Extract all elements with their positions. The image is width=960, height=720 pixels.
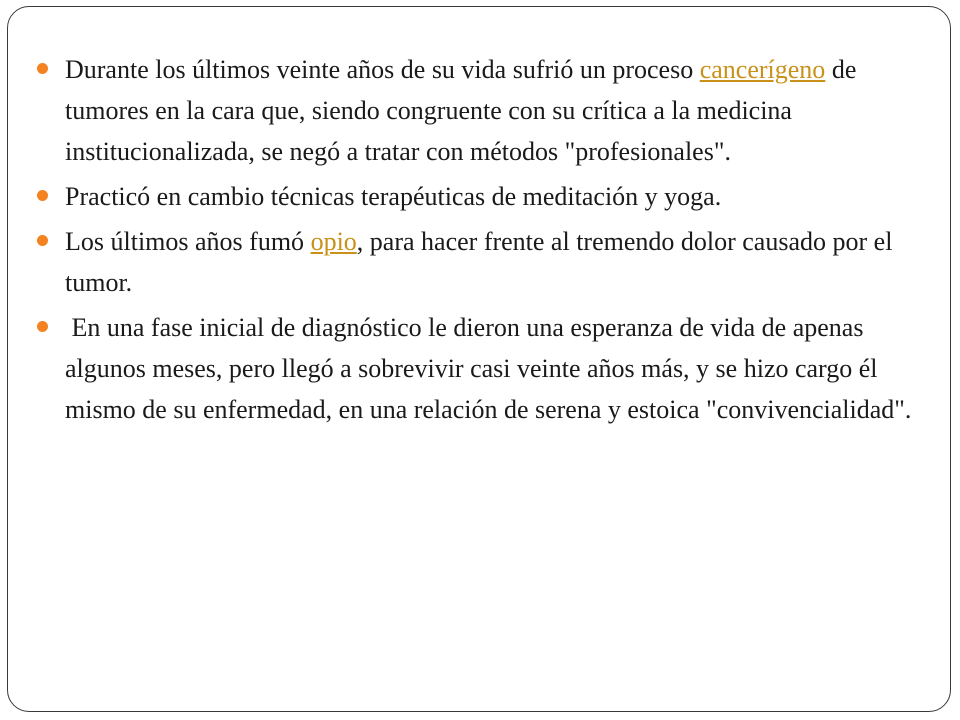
bullet-text: , para hacer frente al tremendo dolor causado por el tumor. [65, 227, 893, 297]
slide-content [8, 49, 952, 434]
bullet-text: Practicó en cambio técnicas terapéuticas de meditación y yoga. [65, 182, 722, 211]
bullet-text: Los últimos años fumó [65, 227, 311, 256]
link-cancerigeno[interactable]: cancerígeno [699, 55, 826, 84]
bullet-list [8, 49, 952, 430]
bullet-dot-icon [37, 190, 48, 201]
bullet-dot-icon [37, 321, 48, 332]
bullet-text: de tumores en la cara que, siendo congruente con su crítica a la medicina institucionalizada, se negó a tratar con métodos "profesionales". [65, 55, 857, 166]
bullet-item-meditation [8, 176, 952, 217]
bullet-dot-icon [37, 63, 48, 74]
bullet-item-cancer [8, 49, 952, 172]
bullet-text: En una fase inicial de diagnóstico le dieron una esperanza de vida de apenas algunos meses, pero llegó a sobrevivir casi veinte años más, y se hizo cargo él mismo de su enfermedad, en una relación de serena y estoica "convivencialidad". [65, 313, 912, 424]
bullet-item-diagnosis [8, 307, 952, 430]
bullet-item-opium [8, 221, 952, 303]
link-opio[interactable]: opio [310, 227, 357, 256]
slide-frame [7, 6, 951, 712]
bullet-text: Durante los últimos veinte años de su vida sufrió un proceso [65, 55, 700, 84]
bullet-dot-icon [37, 235, 48, 246]
